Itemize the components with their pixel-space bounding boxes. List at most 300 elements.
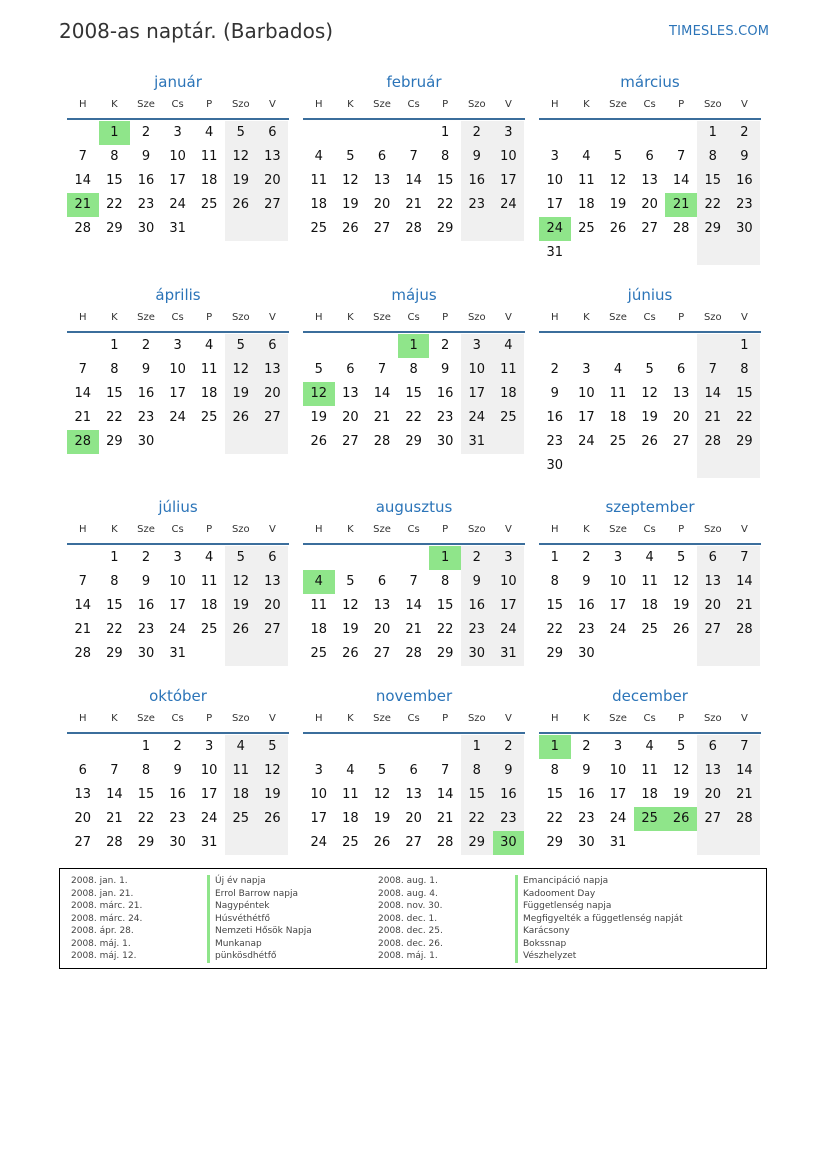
day-cell: 23 (137, 622, 155, 637)
day-cell: 8 (110, 574, 119, 589)
day-cell: 10 (461, 358, 493, 382)
day-grid (539, 735, 761, 879)
weekday-label: P (206, 99, 213, 110)
day-cell: 22 (546, 622, 564, 637)
day-cell: 5 (257, 735, 289, 759)
day-cell: 13 (697, 759, 729, 783)
holiday-day-cell: 12 (303, 382, 335, 406)
day-cell: 5 (225, 121, 257, 145)
holiday-day-cell: 1 (99, 121, 131, 145)
weekday-label: V (740, 312, 748, 323)
day-cell: 18 (578, 197, 595, 212)
month-name: július (158, 498, 198, 516)
weekday-label: Cs (643, 312, 656, 323)
weekday-label: Sze (373, 713, 391, 724)
day-cell: 11 (493, 358, 525, 382)
weekday-label: Cs (171, 713, 184, 724)
weekday-header (67, 713, 289, 729)
holiday-day-cell: 21 (67, 193, 99, 217)
day-cell: 22 (106, 410, 123, 425)
header-divider (539, 543, 761, 545)
day-cell: 17 (169, 598, 186, 613)
month-name: március (620, 73, 680, 91)
day-cell: 4 (493, 334, 525, 358)
weekday-label: K (583, 312, 590, 323)
day-cell: 17 (461, 382, 493, 406)
day-cell: 13 (641, 173, 658, 188)
day-cell: 7 (110, 763, 119, 778)
day-cell: 31 (546, 245, 564, 260)
day-cell: 3 (613, 550, 623, 565)
day-cell: 2 (173, 739, 182, 754)
weekday-header (67, 312, 289, 328)
header-divider (67, 732, 289, 734)
day-cell: 24 (493, 193, 525, 217)
day-cell: 5 (677, 739, 686, 754)
day-cell: 24 (169, 197, 186, 212)
day-cell: 31 (169, 646, 186, 661)
legend-holiday-name: Munkanap (207, 938, 312, 951)
day-cell: 1 (461, 735, 493, 759)
day-cell: 16 (436, 386, 454, 401)
day-cell: 26 (310, 434, 328, 449)
day-cell: 6 (645, 149, 654, 164)
day-cell: 22 (137, 811, 155, 826)
day-cell: 25 (310, 646, 328, 661)
day-cell: 1 (729, 334, 761, 358)
day-cell: 16 (461, 169, 493, 193)
day-cell: 25 (578, 221, 595, 236)
day-cell: 2 (461, 121, 493, 145)
day-cell: 30 (729, 217, 761, 241)
holiday-day-cell: 21 (665, 193, 697, 217)
day-cell: 15 (405, 386, 422, 401)
weekday-label: H (551, 99, 559, 110)
day-cell: 14 (672, 173, 690, 188)
day-cell: 6 (377, 574, 387, 589)
day-cell: 27 (257, 406, 289, 430)
weekday-label: V (268, 99, 276, 110)
weekend-shade (729, 454, 761, 478)
day-cell: 28 (729, 807, 761, 831)
day-cell: 11 (641, 763, 658, 778)
day-cell: 16 (493, 783, 525, 807)
day-cell: 3 (205, 739, 214, 754)
day-cell: 9 (582, 574, 591, 589)
day-cell: 26 (641, 434, 658, 449)
day-cell: 3 (550, 149, 559, 164)
legend-holiday-name: Húsvéthétfő (207, 913, 312, 926)
day-cell: 4 (205, 550, 214, 565)
day-cell: 5 (314, 362, 323, 377)
day-cell: 6 (257, 121, 289, 145)
weekday-label: H (79, 713, 87, 724)
day-cell: 12 (342, 598, 359, 613)
day-cell: 21 (729, 783, 761, 807)
day-cell: 14 (106, 787, 123, 802)
day-cell: 12 (342, 173, 359, 188)
day-cell: 8 (550, 763, 559, 778)
month-name: december (612, 687, 688, 705)
legend-date: 2008. jan. 1. (71, 876, 128, 886)
day-cell: 28 (436, 835, 454, 850)
day-cell: 12 (373, 787, 391, 802)
day-cell: 14 (373, 386, 391, 401)
day-cell: 24 (461, 406, 493, 430)
day-cell: 14 (74, 598, 92, 613)
day-cell: 3 (461, 334, 493, 358)
day-cell: 23 (461, 193, 493, 217)
weekend-shade (697, 454, 729, 478)
weekend-shade (729, 241, 761, 265)
day-cell: 18 (200, 598, 218, 613)
legend-date: 2008. dec. 1. (378, 913, 438, 924)
day-cell: 19 (225, 594, 257, 618)
day-cell: 6 (409, 763, 418, 778)
day-cell: 11 (342, 787, 359, 802)
day-cell: 25 (200, 197, 218, 212)
day-cell: 13 (74, 787, 92, 802)
day-cell: 7 (677, 149, 686, 164)
day-cell: 10 (546, 173, 564, 188)
day-cell: 19 (373, 811, 391, 826)
day-grid (67, 546, 289, 690)
day-cell: 5 (346, 149, 355, 164)
legend-holiday-name: Nagypéntek (207, 900, 312, 913)
weekday-label: V (268, 524, 276, 535)
weekday-header (539, 713, 761, 729)
weekend-shade (697, 334, 729, 358)
weekday-label: P (206, 713, 213, 724)
day-cell: 7 (729, 546, 761, 570)
day-cell: 20 (641, 197, 658, 212)
weekday-label: Sze (137, 99, 155, 110)
day-cell: 19 (609, 197, 627, 212)
day-cell: 17 (169, 386, 186, 401)
day-cell: 10 (493, 145, 525, 169)
day-cell: 29 (697, 217, 729, 241)
day-cell: 12 (641, 386, 658, 401)
day-cell: 8 (110, 149, 119, 164)
header-divider (539, 331, 761, 333)
day-cell: 17 (493, 594, 525, 618)
weekday-label: Szo (467, 312, 486, 323)
day-cell: 8 (461, 759, 493, 783)
weekday-label: H (315, 524, 323, 535)
header-divider (67, 331, 289, 333)
day-cell: 11 (578, 173, 595, 188)
day-cell: 20 (257, 169, 289, 193)
weekday-label: Sze (609, 99, 627, 110)
day-cell: 3 (582, 362, 591, 377)
day-cell: 31 (461, 430, 493, 454)
header-divider (67, 118, 289, 120)
legend-dates-right (378, 875, 443, 963)
day-cell: 27 (697, 618, 729, 642)
day-grid (539, 334, 761, 478)
weekday-label: H (551, 312, 559, 323)
day-cell: 4 (582, 149, 591, 164)
day-cell: 21 (729, 594, 761, 618)
day-cell: 17 (546, 197, 564, 212)
day-cell: 5 (377, 763, 387, 778)
day-cell: 23 (137, 197, 155, 212)
day-cell: 11 (609, 386, 627, 401)
day-cell: 22 (729, 406, 761, 430)
day-cell: 19 (342, 197, 359, 212)
holiday-day-cell: 4 (303, 570, 335, 594)
day-cell: 13 (672, 386, 690, 401)
weekday-label: K (583, 713, 590, 724)
month-name: április (155, 286, 201, 304)
day-cell: 28 (729, 618, 761, 642)
day-cell: 23 (436, 410, 454, 425)
legend-date: 2008. márc. 24. (71, 913, 143, 924)
legend-holiday-name: Függetlenség napja (515, 900, 683, 913)
day-cell: 12 (609, 173, 627, 188)
day-cell: 27 (257, 193, 289, 217)
day-cell: 13 (405, 787, 422, 802)
day-cell: 19 (225, 169, 257, 193)
day-cell: 30 (436, 434, 454, 449)
weekend-shade (729, 642, 761, 666)
day-cell: 4 (205, 125, 214, 140)
day-cell: 24 (578, 434, 595, 449)
day-cell: 11 (225, 759, 257, 783)
weekday-label: K (347, 312, 354, 323)
legend-holiday-name: Karácsony (515, 925, 683, 938)
day-cell: 7 (78, 149, 87, 164)
day-cell: 20 (342, 410, 359, 425)
weekday-label: K (347, 524, 354, 535)
weekend-shade (257, 217, 289, 241)
day-cell: 28 (373, 434, 391, 449)
day-cell: 15 (436, 598, 454, 613)
day-cell: 28 (405, 221, 422, 236)
day-cell: 21 (405, 622, 422, 637)
day-cell: 20 (672, 410, 690, 425)
day-cell: 16 (729, 169, 761, 193)
day-cell: 7 (377, 362, 387, 377)
day-cell: 8 (441, 574, 450, 589)
day-cell: 13 (373, 598, 391, 613)
weekday-label: V (504, 524, 512, 535)
day-cell: 2 (441, 338, 450, 353)
day-cell: 29 (436, 221, 454, 236)
day-cell: 12 (225, 145, 257, 169)
day-cell: 30 (578, 835, 595, 850)
weekday-label: P (442, 99, 449, 110)
month-name: június (627, 286, 673, 304)
weekday-header (539, 524, 761, 540)
day-cell: 4 (346, 763, 355, 778)
header-divider (539, 118, 761, 120)
day-cell: 19 (672, 598, 690, 613)
day-cell: 2 (461, 546, 493, 570)
legend-date: 2008. ápr. 28. (71, 926, 134, 936)
day-cell: 6 (257, 334, 289, 358)
day-cell: 29 (106, 221, 123, 236)
day-cell: 26 (225, 406, 257, 430)
weekday-label: Szo (467, 99, 486, 110)
day-cell: 26 (257, 807, 289, 831)
day-cell: 7 (78, 574, 87, 589)
day-cell: 27 (672, 434, 690, 449)
day-grid (303, 334, 525, 478)
day-cell: 22 (697, 193, 729, 217)
day-cell: 2 (582, 739, 591, 754)
month-name: szeptember (605, 498, 695, 516)
day-cell: 29 (729, 430, 761, 454)
day-cell: 27 (405, 835, 422, 850)
day-cell: 21 (106, 811, 123, 826)
day-cell: 11 (200, 149, 218, 164)
weekend-shade (697, 241, 729, 265)
day-cell: 20 (257, 594, 289, 618)
day-cell: 6 (697, 546, 729, 570)
header-divider (303, 732, 525, 734)
day-cell: 10 (493, 570, 525, 594)
day-grid (303, 735, 525, 879)
day-cell: 26 (373, 835, 391, 850)
day-cell: 2 (141, 550, 151, 565)
day-cell: 30 (137, 646, 155, 661)
weekday-label: H (551, 713, 559, 724)
weekday-label: Cs (171, 524, 184, 535)
weekend-shade (257, 831, 289, 855)
holiday-day-cell: 26 (665, 807, 697, 831)
weekday-label: H (79, 312, 87, 323)
day-cell: 20 (697, 594, 729, 618)
weekend-shade (225, 831, 257, 855)
day-cell: 24 (609, 622, 627, 637)
day-cell: 29 (546, 835, 564, 850)
day-cell: 27 (257, 618, 289, 642)
day-cell: 18 (609, 410, 627, 425)
day-cell: 7 (729, 735, 761, 759)
day-cell: 9 (173, 763, 182, 778)
day-cell: 29 (436, 646, 454, 661)
day-cell: 13 (342, 386, 359, 401)
weekday-label: P (206, 312, 213, 323)
day-cell: 20 (697, 783, 729, 807)
weekend-shade (493, 430, 525, 454)
day-cell: 22 (461, 807, 493, 831)
day-cell: 10 (169, 362, 186, 377)
day-cell: 21 (436, 811, 454, 826)
weekday-label: K (111, 99, 118, 110)
weekday-label: P (442, 312, 449, 323)
day-cell: 12 (257, 759, 289, 783)
day-cell: 28 (74, 221, 92, 236)
day-cell: 25 (641, 622, 658, 637)
day-cell: 1 (550, 550, 559, 565)
weekday-label: V (740, 524, 748, 535)
day-cell: 21 (373, 410, 391, 425)
day-grid (539, 546, 761, 690)
day-cell: 29 (405, 434, 422, 449)
day-cell: 18 (342, 811, 359, 826)
day-cell: 14 (697, 382, 729, 406)
day-cell: 31 (200, 835, 218, 850)
day-cell: 18 (310, 622, 328, 637)
day-cell: 15 (546, 787, 564, 802)
day-cell: 5 (645, 362, 654, 377)
legend-date: 2008. máj. 1. (71, 938, 131, 949)
day-cell: 6 (257, 546, 289, 570)
legend-holiday-name: Vészhelyzet (515, 950, 683, 963)
day-cell: 10 (169, 149, 186, 164)
day-cell: 9 (461, 570, 493, 594)
weekday-label: Szo (231, 524, 250, 535)
day-cell: 12 (225, 358, 257, 382)
weekend-shade (225, 642, 257, 666)
legend-date: 2008. aug. 4. (378, 888, 438, 899)
day-cell: 20 (257, 382, 289, 406)
day-cell: 15 (461, 783, 493, 807)
day-cell: 27 (373, 646, 391, 661)
day-cell: 10 (169, 574, 186, 589)
day-cell: 15 (106, 173, 123, 188)
day-cell: 24 (310, 835, 328, 850)
weekday-label: H (79, 524, 87, 535)
day-cell: 12 (672, 763, 690, 778)
month-name: május (391, 286, 437, 304)
day-cell: 9 (582, 763, 591, 778)
weekday-label: Cs (643, 99, 656, 110)
weekday-label: Szo (467, 524, 486, 535)
legend-date: 2008. dec. 26. (378, 938, 443, 949)
legend-holiday-name: Kadooment Day (515, 888, 683, 901)
day-cell: 26 (609, 221, 627, 236)
day-cell: 26 (342, 646, 359, 661)
day-cell: 21 (74, 622, 92, 637)
day-cell: 1 (697, 121, 729, 145)
day-cell: 29 (106, 434, 123, 449)
weekday-label: Szo (703, 99, 722, 110)
site-brand-link[interactable]: TIMESLES.COM (669, 24, 770, 39)
weekend-shade (257, 642, 289, 666)
holiday-day-cell: 1 (398, 334, 430, 358)
weekday-label: P (678, 713, 685, 724)
day-cell: 3 (314, 763, 323, 778)
day-cell: 4 (645, 739, 654, 754)
header-divider (67, 543, 289, 545)
day-cell: 19 (641, 410, 658, 425)
day-cell: 9 (461, 145, 493, 169)
day-cell: 2 (582, 550, 591, 565)
legend-date: 2008. nov. 30. (378, 901, 443, 911)
legend-holiday-name: Megfigyelték a függetlenség napját (515, 913, 683, 926)
day-cell: 27 (697, 807, 729, 831)
weekday-label: P (442, 524, 449, 535)
weekday-label: H (315, 99, 323, 110)
legend-date: 2008. máj. 12. (71, 951, 137, 961)
weekday-label: Cs (171, 99, 184, 110)
day-cell: 3 (613, 739, 623, 754)
weekday-label: Cs (407, 312, 420, 323)
weekend-shade (225, 430, 257, 454)
weekday-label: K (583, 524, 590, 535)
holiday-day-cell: 1 (539, 735, 571, 759)
day-cell: 5 (677, 550, 686, 565)
weekday-label: H (315, 713, 323, 724)
day-cell: 9 (441, 362, 450, 377)
weekday-label: Szo (231, 312, 250, 323)
day-cell: 28 (672, 221, 690, 236)
day-cell: 12 (225, 570, 257, 594)
day-cell: 3 (173, 125, 182, 140)
